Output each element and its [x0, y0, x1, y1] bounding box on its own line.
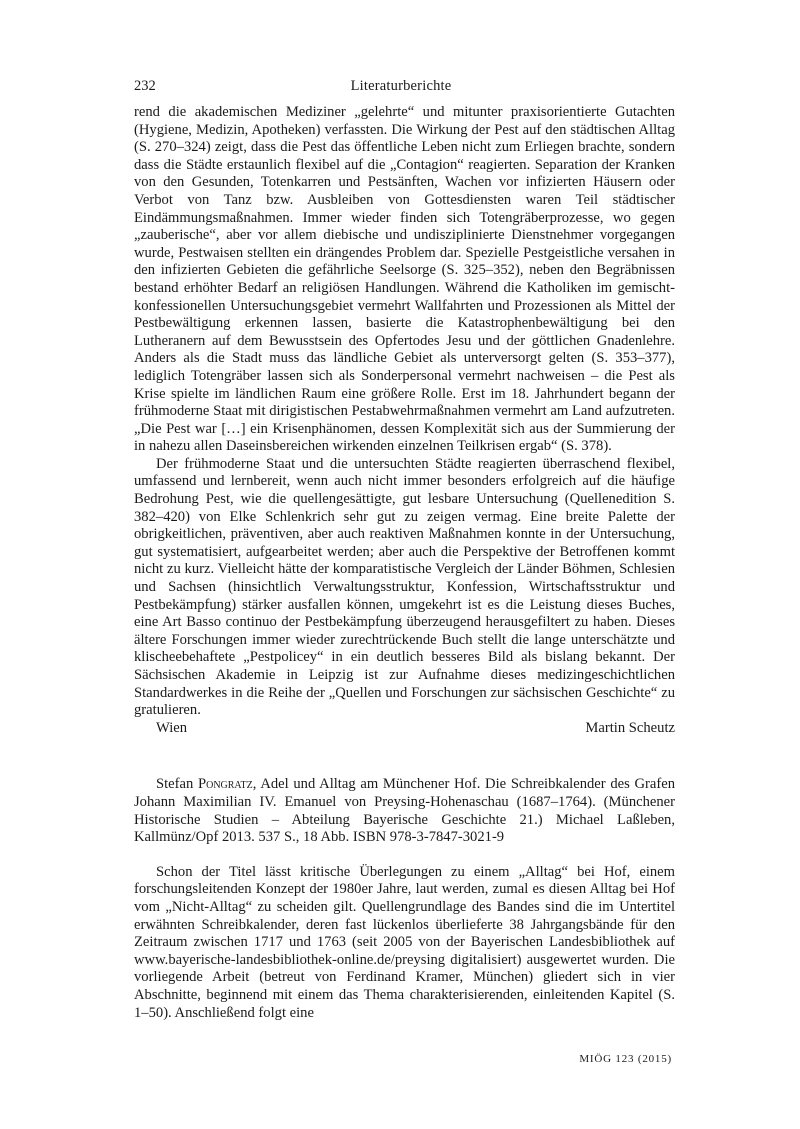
citation-details: , Adel und Alltag am Münchener Hof. Die Schreibkalender des Grafen Johann Maximilian IV. Emanuel von Preysing-Hohenaschau (1687–1764). (Münchener Historische Studien – Abteilung Bayerische Geschichte 21.) Michael Laßleben, Kallmünz/Opf 2013. 537 S., 18 Abb. ISBN 978-3-7847-3021-9 [134, 776, 675, 846]
page-number: 232 [134, 78, 156, 94]
running-title: Literaturberichte [350, 78, 452, 94]
author-last-name: Pongratz [197, 776, 253, 793]
review-place: Wien [156, 719, 188, 736]
review-paragraph: Schon der Titel lässt kritische Überlegungen zu einem „Alltag“ bei Hof, einem forschungsleitenden Konzept der 1980er Jahre, laut werden, zumal es diesen Alltag bei Hof vom „Nicht-Alltag“ zu scheiden gilt. Quellengrundlage des Bandes sind die im Untertitel erwähnten Schreibkalender, deren fast lückenlos überlieferte 38 Jahrgangsbände für den Zeitraum zwischen 1717 und 1763 (seit 2005 von der Bayerischen Landesbibliothek auf www.bayerische-landesbibliothek-online.de/preysing digitalisiert) ausgewertet wurden. Die vorliegende Arbeit (betreut von Ferdinand Kramer, München) gliedert sich in vier Abschnitte, beginnend mit einem das Thema charakterisierenden, einleitenden Kapitel (S. 1–50). Anschließend folgt eine [134, 863, 675, 1021]
author-first-name: Stefan [156, 776, 198, 793]
review-paragraph: rend die akademischen Mediziner „gelehrte“ und mitunter praxisorientierte Gutachten (Hygiene, Medizin, Apotheken) verfassten. Die Wirkung der Pest auf den städtischen Alltag (S. 270–324) zeigt, dass die Pest das öffentliche Leben nicht zum Erliegen brachte, sondern dass die Städte erstaunlich flexibel auf die „Contagion“ reagierten. Separation der Kranken von den Gesunden, Totenkarren und Pestsänften, Wachen vor infizierten Häusern oder Verbot von Tanz bzw. Ausbleiben von Gottesdiensten waren Teil städtischer Eindämmungsmaßnahmen. Immer wieder finden sich Totengräberprozesse, wo gegen „zauberische“, aber vor allem diebische und undisziplinierte Dienstnehmer vorgegangen wurde, Pestwaisen stellten ein drängendes Problem dar. Spezielle Pestgeistliche versahen in den infizierten Gebieten die gefährliche Seelsorge (S. 325–352), neben den Begräbnissen bestand erhöhter Bedarf an religiösen Handlungen. Während die Katholiken im gemischt-konfessionellen Untersuchungsgebiet vermehrt Wallfahrten und Prozessionen als Mittel der Pestbewältigung erkennen lassen, basierte die Katastrophenbewältigung bei den Lutheranern auf dem Bewusstsein des Opfertodes Jesu und der göttlichen Gnadenlehre. Anders als die Stadt muss das ländliche Gebiet als unterversorgt gelten (S. 353–377), lediglich Totengräber lassen sich als Sonderpersonal vermehrt nachweisen – die Pest als Krise spielte im ländlichen Raum eine größere Rolle. Erst im 18. Jahrhundert begann der frühmoderne Staat mit dirigistischen Pestabwehrmaßnahmen vermehrt am Land aufzutreten. „Die Pest war […] ein Krisenphänomen, dessen Komplexität sich aus der Summierung der in nahezu allen Daseinsbereichen wirkenden einzelnen Teilkrisen ergab“ (S. 378). [134, 104, 675, 455]
page-body [134, 104, 675, 1022]
review-paragraph: Der frühmoderne Staat und die untersuchten Städte reagierten überraschend flexibel, umfassend und lernbereit, wenn auch nicht immer besonders erfolgreich auf die häufige Bedrohung Pest, wie die quellengesättigte, gut lesbare Untersuchung (Quellenedition S. 382–420) von Elke Schlenkrich sehr gut zu zeigen vermag. Eine breite Palette der obrigkeitlichen, präventiven, aber auch reaktiven Maßnahmen konnte in der Untersuchung, gut systematisiert, aufgearbeitet werden; aber auch die Perspektive der Betroffenen kommt nicht zu kurz. Vielleicht hätte der komparatistische Vergleich der Länder Böhmen, Schlesien und Sachsen (hinsichtlich Verwaltungsstruktur, Konfession, Wirtschaftsstruktur und Pestbekämpfung) stärker ausfallen können, umgekehrt ist es die Leistung dieses Buches, eine Art Basso continuo der Pestbekämpfung überzeugend herausgefiltert zu haben. Dieses ältere Forschungen immer wieder zurechtrückende Buch stellt die lange unterschätzte und klischeebehaftete „Pestpolicey“ in ein deutlich besseres Bild als bislang bekannt. Der Sächsischen Akademie in Leipzig ist zur Aufnahme dieses medizingeschichtlichen Standardwerkes in die Reihe der „Quellen und Forschungen zur sächsischen Geschichte“ zu gratulieren. [134, 455, 675, 719]
reviewer-name: Martin Scheutz [585, 719, 675, 736]
book-citation [134, 776, 675, 846]
journal-footer: MIÖG 123 (2015) [579, 1053, 672, 1065]
review-signature [134, 720, 675, 738]
